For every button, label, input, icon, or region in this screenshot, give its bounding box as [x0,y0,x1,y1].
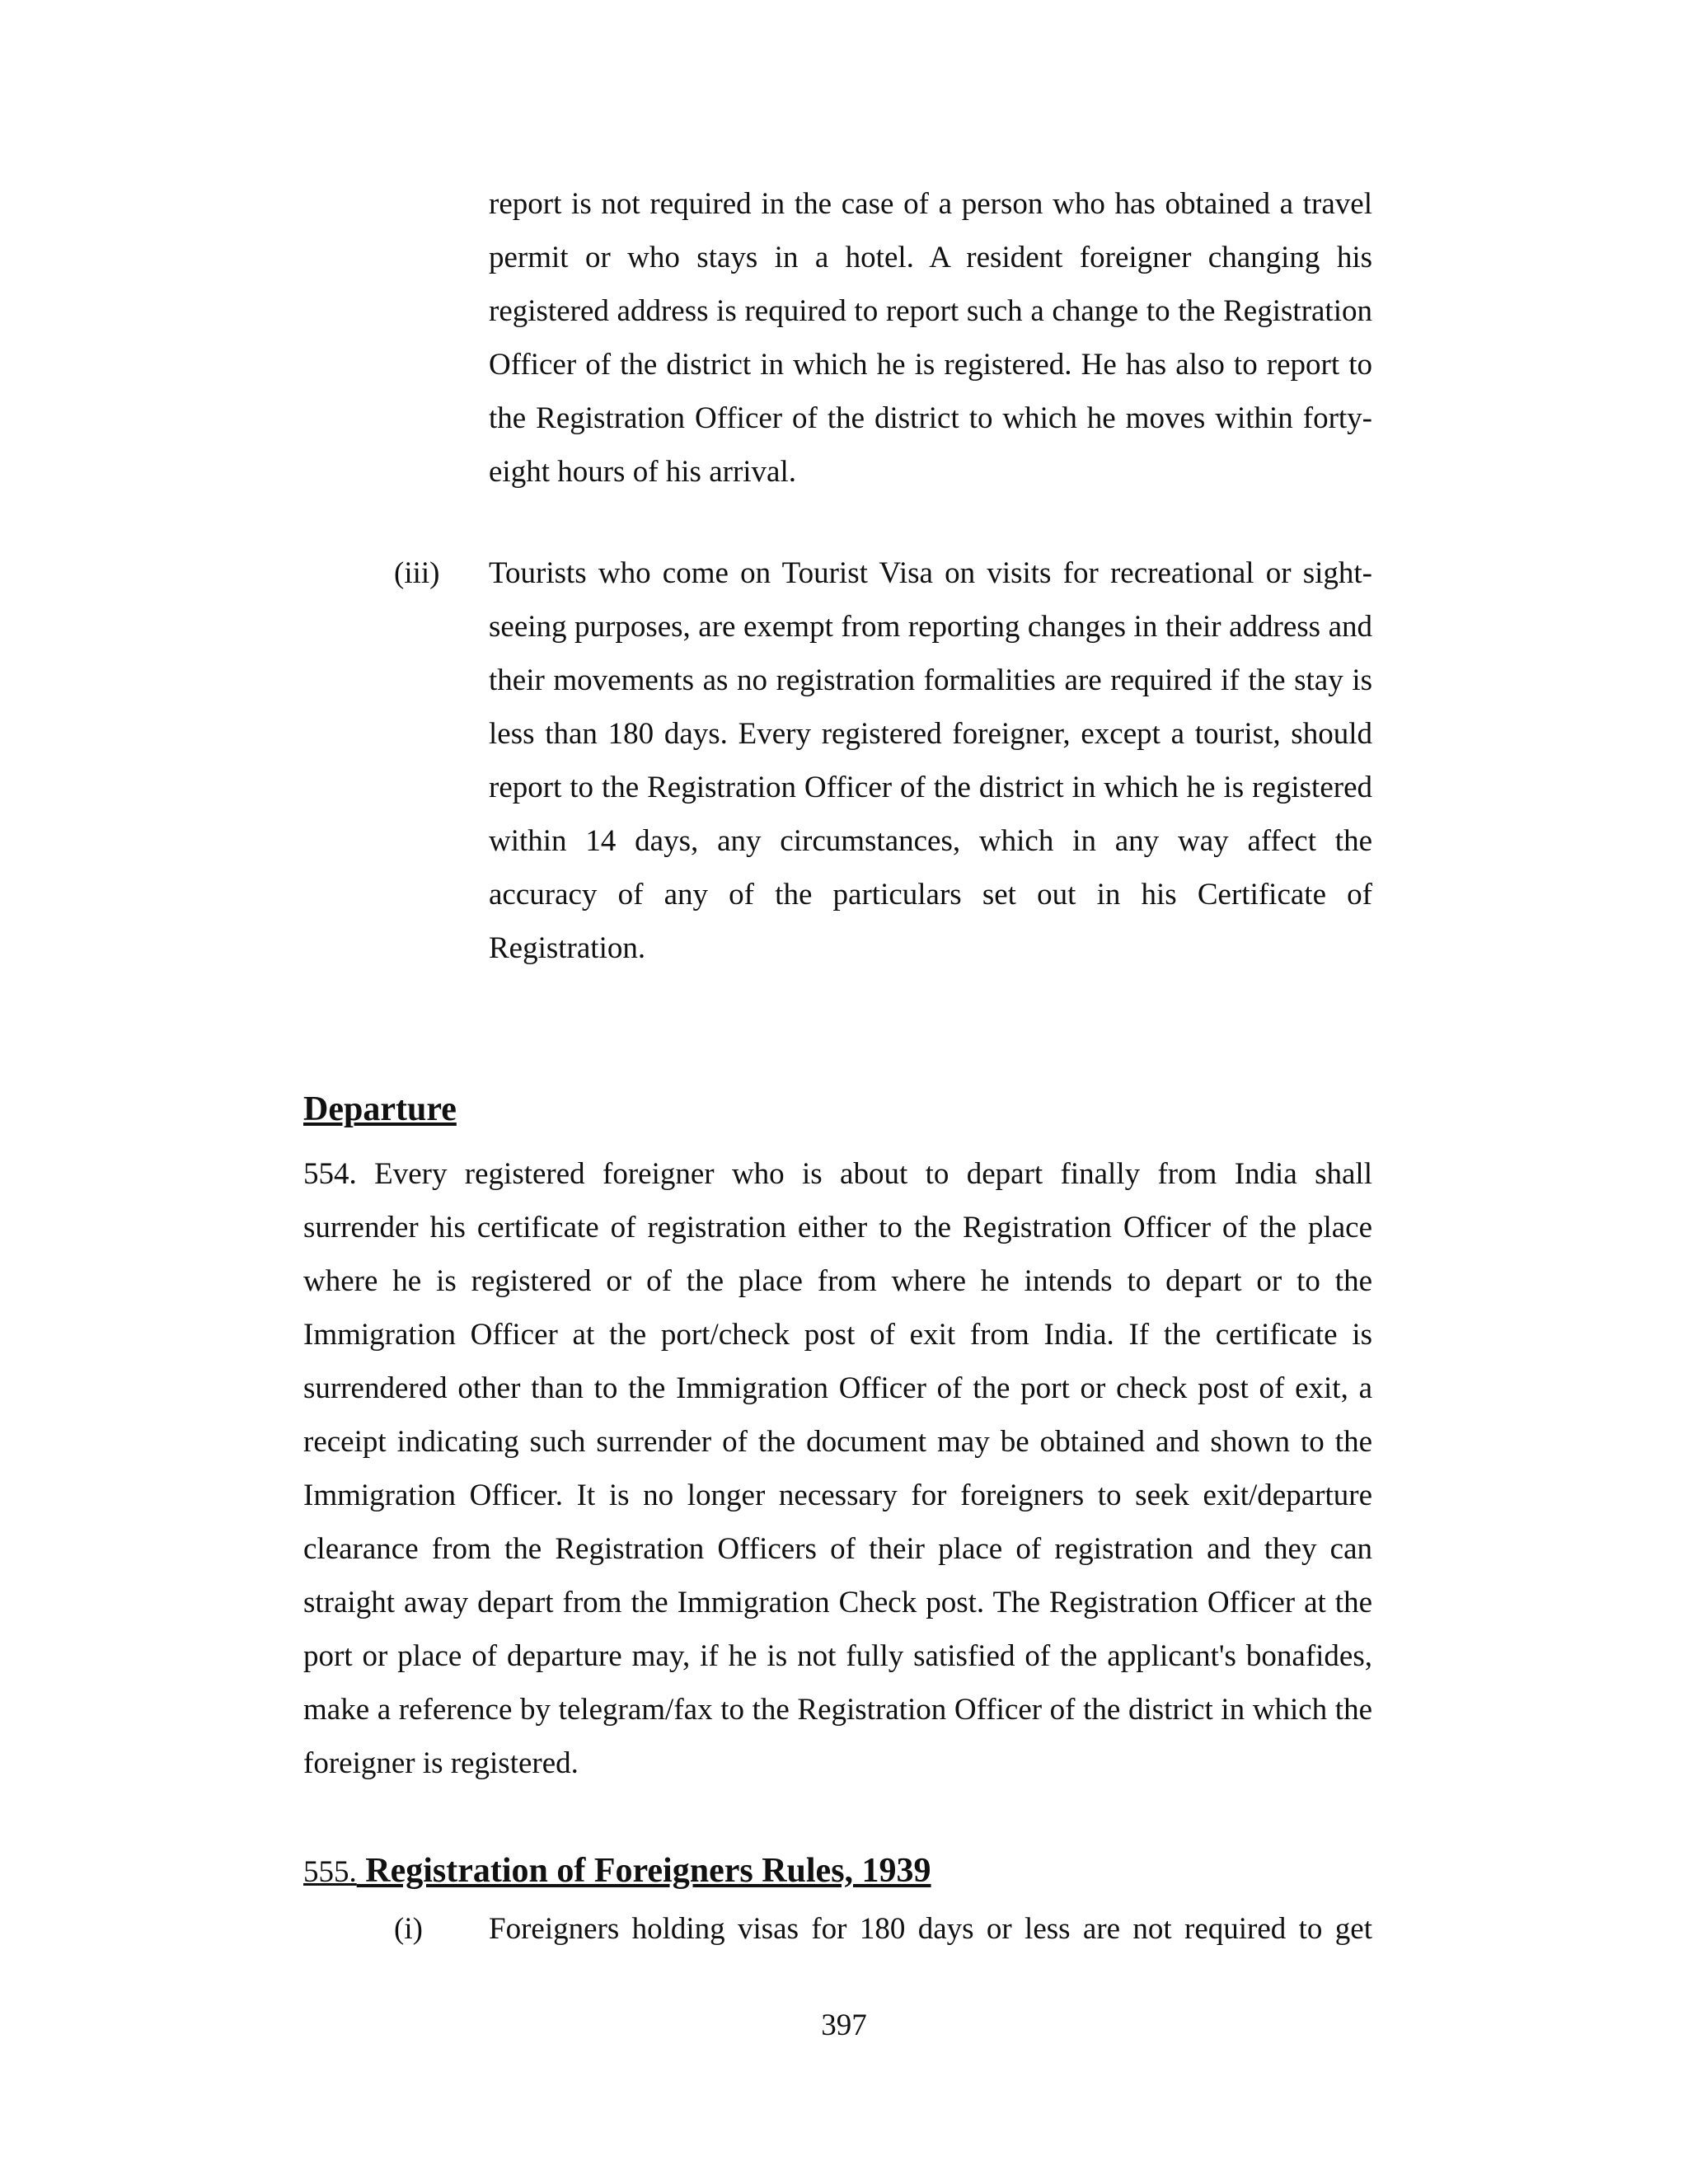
departure-heading: Departure [303,1090,457,1128]
item-iii-label: (iii) [394,556,440,590]
item-iii-paragraph: Tourists who come on Tourist Visa on visits for recreational or sight-seeing purposes, are exempt from reporting changes in their address and their movements as no registration formalities are required if the stay is less than 180 days. Every registered foreigner, except a tourist, should report to the Registration Officer of the district in which he is registered within 14 days, any circumstances, which in any way affect the accuracy of any of the particulars set out in his Certificate of Registration. [489,556,1372,965]
item-i-label: (i) [394,1912,423,1946]
section-555-heading [303,1848,931,1896]
item-i-paragraph: Foreigners holding visas for 180 days or less are not required to get [489,1912,1372,1946]
page-number: 397 [821,2008,867,2042]
section-555-number: 555. [303,1855,357,1889]
continuation-paragraph: report is not required in the case of a person who has obtained a travel permit or who stays in a hotel. A resident foreigner changing his registered address is required to report such a change to the Registration Officer of the district in which he is registered. He has also to report to the Registration Officer of the district to which he moves within forty-eight hours of his arrival. [489,187,1372,489]
departure-paragraph: 554. Every registered foreigner who is about to depart finally from India shall surrender his certificate of registration either to the Registration Officer of the place where he is registered or of the place from where he intends to depart or to the Immigration Officer at the port/check post of exit from India. If the certificate is surrendered other than to the Immigration Officer of the port or check post of exit, a receipt indicating such surrender of the document may be obtained and shown to the Immigration Officer. It is no longer necessary for foreigners to seek exit/departure clearance from the Registration Officers of their place of registration and they can straight away depart from the Immigration Check post. The Registration Officer at the port or place of departure may, if he is not fully satisfied of the applicant's bonafides, make a reference by telegram/fax to the Registration Officer of the district in which the foreigner is registered. [303,1157,1372,1780]
section-555-title: Registration of Foreigners Rules, 1939 [356,1852,931,1890]
